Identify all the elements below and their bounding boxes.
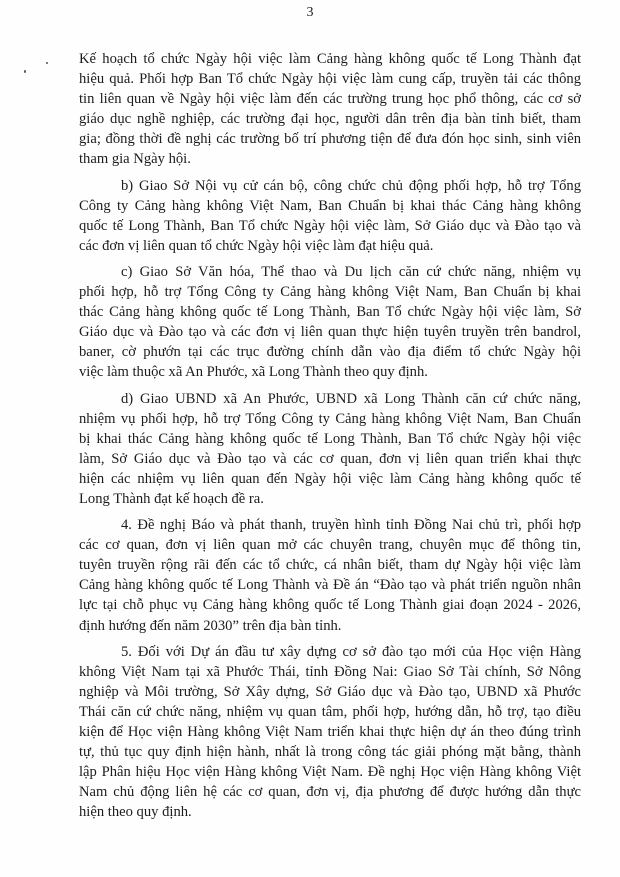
text-line: lập Phân hiệu Học viện Hàng không Việt Nam. Đề nghị Học viện Hàng không Việt: [79, 764, 581, 781]
text-line: hiệu quả. Phối hợp Ban Tổ chức Ngày hội việc làm cung cấp, truyền tải các thông: [79, 71, 581, 88]
text-line: Nam chủ động liên hệ các cơ quan, đơn vị, địa phương để được hướng dẫn thực: [79, 784, 581, 801]
text-line: hiện các nhiệm vụ liên quan đến Ngày hội việc làm Cảng hàng không quốc tế: [79, 470, 581, 487]
text-line: tin liên quan về Ngày hội việc làm đến các trường trung học phổ thông, các cơ sở: [79, 91, 581, 108]
paragraph-item-5: [79, 642, 581, 823]
text-line: c) Giao Sở Văn hóa, Thể thao và Du lịch căn cứ chức năng, nhiệm vụ: [121, 263, 581, 280]
text-line: nghiệp và Môi trường, Sở Xây dựng, Sở Giáo dục và Đào tạo, UBND xã Phước: [79, 683, 581, 700]
text-line: thác Cảng hàng không quốc tế Long Thành, Ban Tổ chức Ngày hội việc làm, Sở: [79, 304, 581, 321]
scan-speck: [46, 62, 48, 64]
text-line: Công ty Cảng hàng không Việt Nam, Ban Chuẩn bị khai thác Cảng hàng không: [79, 197, 581, 214]
text-line: baner, cờ phướn tại các trục đường chính dẫn vào địa điểm tổ chức Ngày hội: [79, 344, 581, 361]
text-line: Thái căn cứ chức năng, nhiệm vụ quan tâm, phối hợp, hướng dẫn, hỗ trợ, tạo điều: [79, 703, 581, 720]
text-line: 5. Đối với Dự án đầu tư xây dựng cơ sở đào tạo mới của Học viện Hàng: [121, 643, 581, 660]
text-line: Kế hoạch tổ chức Ngày hội việc làm Cảng hàng không quốc tế Long Thành đạt: [79, 51, 581, 67]
text-line: làm, Sở Giáo dục và Đào tạo và các cơ quan, đơn vị liên quan triển khai thực: [79, 450, 581, 467]
text-line: gia; đồng thời đề nghị các trường bố trí phương tiện để đưa đón học sinh, sinh viên: [79, 131, 581, 148]
text-line: kiện để Học viện Hàng không Việt Nam triển khai thực hiện dự án theo đúng trình: [79, 724, 581, 740]
text-line: quốc tế Long Thành, Ban Tổ chức Ngày hội việc làm, Sở Giáo dục và Đào tạo và: [79, 217, 581, 234]
text-line: định hướng đến năm 2030” trên địa bàn tỉnh.: [79, 617, 342, 634]
text-line: không Việt Nam tại xã Phước Thái, tỉnh Đồng Nai: Giao Sở Tài chính, Sở Nông: [79, 663, 581, 680]
document-body: [79, 49, 581, 822]
text-line: d) Giao UBND xã An Phước, UBND xã Long Thành căn cứ chức năng,: [121, 390, 581, 407]
text-line: bị khai thác Cảng hàng không quốc tế Long Thành, Ban Tổ chức Ngày hội việc: [79, 430, 581, 447]
paragraph-item-d: [79, 389, 581, 510]
text-line: Giáo dục và Đào tạo và các đơn vị liên quan thực hiện tuyên truyền trên bandrol,: [79, 324, 581, 341]
text-line: tham gia Ngày hội.: [79, 151, 191, 168]
text-line: lực tại chỗ phục vụ Cảng hàng không quốc tế Long Thành giai đoạn 2024 - 2026,: [79, 597, 581, 614]
text-line: các đơn vị liên quan tổ chức Ngày hội việc làm đạt hiệu quả.: [79, 237, 434, 254]
page-number: 3: [306, 5, 314, 20]
text-line: Long Thành đạt kế hoạch đề ra.: [79, 490, 264, 507]
paragraph-item-b: [79, 176, 581, 256]
text-line: tự, thủ tục quy định hiện hành, nhất là trong công tác giải phóng mặt bằng, thành: [79, 744, 581, 761]
scan-speck: [24, 70, 26, 73]
text-line: giáo dục nghề nghiệp, các trường đại học, người dân trên địa bàn tỉnh biết, tham: [79, 111, 581, 128]
paragraph-continuation: [79, 49, 581, 170]
text-line: 4. Đề nghị Báo và phát thanh, truyền hình tỉnh Đồng Nai chủ trì, phối hợp: [121, 517, 581, 534]
text-line: việc làm thuộc xã An Phước, xã Long Thành theo quy định.: [79, 364, 428, 381]
text-line: hiện theo quy định.: [79, 804, 192, 821]
paragraph-item-c: [79, 262, 581, 383]
text-line: b) Giao Sở Nội vụ cử cán bộ, công chức chủ động phối hợp, hỗ trợ Tổng: [121, 177, 581, 194]
paragraph-item-4: [79, 515, 581, 636]
text-line: nhiệm vụ phối hợp, hỗ trợ Tổng Công ty Cảng hàng không Việt Nam, Ban Chuẩn: [79, 410, 581, 427]
text-line: các cơ quan, đơn vị liên quan mở các chuyên trang, chuyên mục để thông tin,: [79, 537, 581, 554]
text-line: tuyên truyền rộng rãi đến các tổ chức, cá nhân biết, tham dự Ngày hội việc làm: [79, 557, 581, 574]
text-line: Cảng hàng không quốc tế Long Thành và Đề án “Đào tạo và phát triển nguồn nhân: [79, 577, 581, 594]
text-line: phối hợp, hỗ trợ Tổng Công ty Cảng hàng không Việt Nam, Ban Chuẩn bị khai: [79, 284, 581, 301]
